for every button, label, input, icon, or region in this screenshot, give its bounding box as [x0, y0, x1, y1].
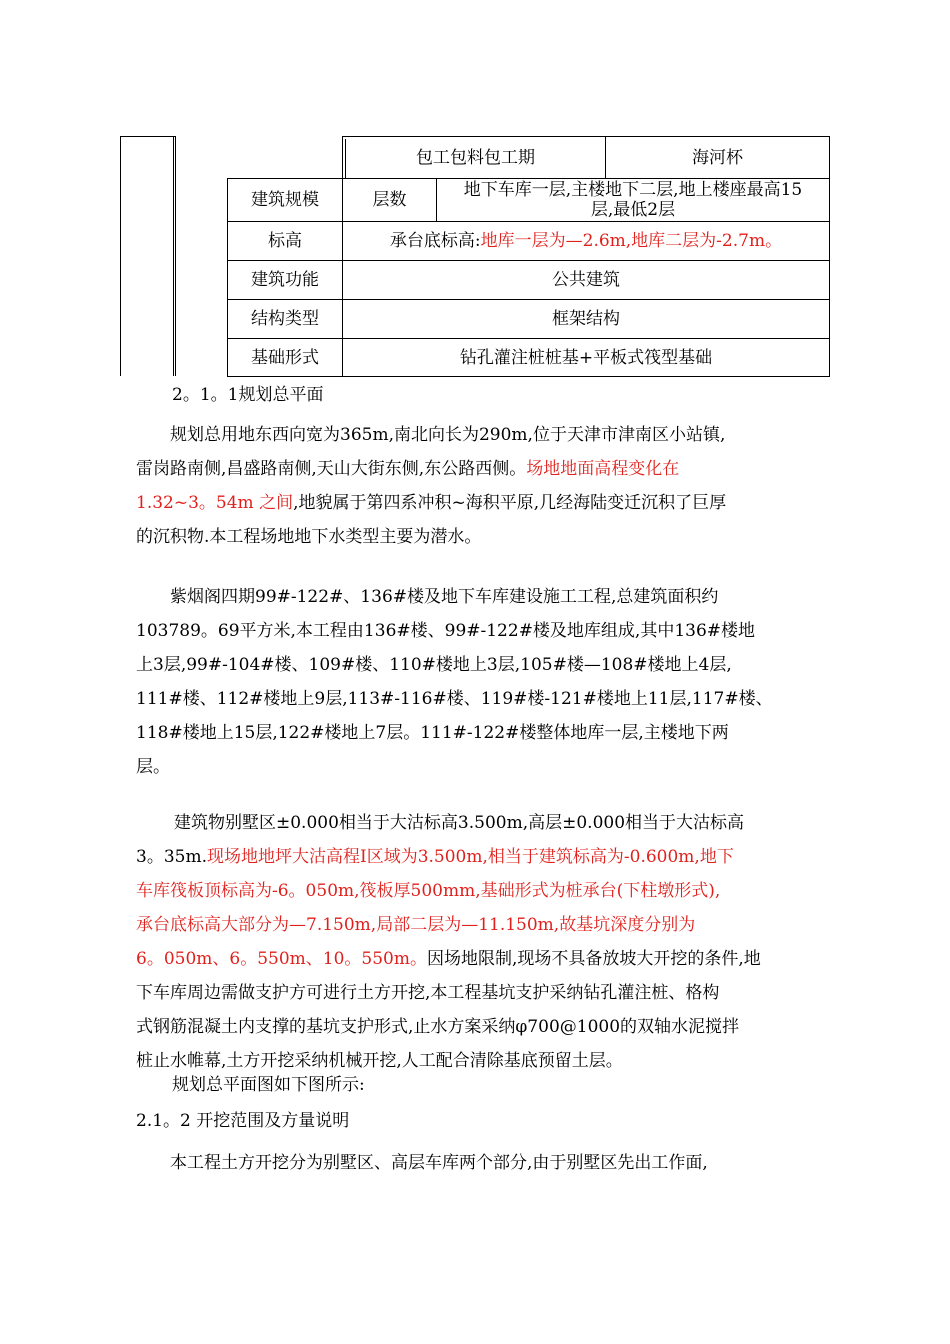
table-border-inner-2: [175, 136, 176, 376]
para2-line1: 紫烟阁四期99#-122#、136#楼及地下车库建设施工工程,总建筑面积约: [170, 587, 719, 607]
table-sub-floors: 层数: [372, 190, 407, 210]
paragraph-excavation: [136, 1146, 826, 1180]
para3-line5: [136, 942, 826, 976]
para3-line4: 承台底标高大部分为—7.150m,局部二层为—11.150m,故基坑深度分别为: [136, 915, 696, 935]
para1-line2: [136, 452, 826, 486]
table-label-scale: 建筑规模: [251, 190, 319, 210]
para1-line2-red: 场地地面高程变化在: [526, 459, 680, 479]
section-heading-212: 2.1。2 开挖范围及方量说明: [136, 1111, 350, 1131]
para3-line6: 下车库周边需做支护方可进行土方开挖,本工程基坑支护采纳钻孔灌注桩、格构: [136, 983, 720, 1003]
para2-line6: 层。: [136, 757, 170, 777]
para1-line3-black: ,地貌属于第四系冲积~海积平原,几经海陆变迁沉积了巨厚: [293, 493, 727, 513]
para3-line2-red: 现场地地坪大沽高程Ⅰ区域为3.500m,相当于建筑标高为-0.600m,地下: [206, 847, 734, 867]
paragraph-elevation-details: [136, 806, 826, 1078]
para3-line1: 建筑物别墅区±0.000相当于大沽标高3.500m,高层±0.000相当于大沽标高: [174, 813, 745, 833]
table-border-bottom: [227, 376, 830, 377]
table-value-floors: [437, 180, 829, 221]
para3-line5-black: 因场地限制,现场不具备放坡大开挖的条件,地: [426, 949, 761, 969]
para2-line3: 上3层,99#-104#楼、109#楼、110#楼地上3层,105#楼—108#楼地上4层,: [136, 655, 732, 675]
paragraph-site-overview: [136, 418, 826, 554]
table-value-floors-line1: 地下车库一层,主楼地下二层,地上楼座最高15: [463, 180, 803, 200]
table-value-foundation: 钻孔灌注桩桩基+平板式筏型基础: [459, 347, 713, 368]
paragraph-project-scope: [136, 580, 826, 784]
para2-line2: 103789。69平方米,本工程由136#楼、99#-122#楼及地库组成,其中136#楼地: [136, 621, 756, 641]
para1-line3: [136, 486, 826, 520]
para3-line8: 桩止水帷幕,土方开挖采纳机械开挖,人工配合清除基底预留土层。: [136, 1051, 623, 1071]
para1-line2-black: 雷岗路南侧,昌盛路南侧,天山大街东侧,东公路西侧。: [136, 459, 527, 479]
para1-line1: 规划总用地东西向宽为365m,南北向长为290m,位于天津市津南区小站镇,: [170, 425, 726, 445]
para3-line5-red: 6。050m、6。550m、10。550m。: [136, 949, 427, 969]
table-label-foundation: 基础形式: [251, 347, 319, 368]
para2-line5: 118#楼地上15层,122#楼地上7层。111#-122#楼整体地库一层,主楼地下两: [136, 723, 729, 743]
table-row0-left: [342, 136, 343, 178]
table-value-floors-line2: 层,最低2层: [590, 200, 676, 220]
table-value-function: 公共建筑: [552, 270, 620, 290]
para3-line2-black: 3。35m.: [136, 847, 207, 867]
table-value-structure: 框架结构: [552, 309, 620, 329]
table-cell-award: 海河杯: [692, 147, 743, 168]
table-value-elevation-red: 地库一层为—2.6m,地库二层为-2.7m。: [480, 231, 783, 251]
table-border-right: [829, 136, 830, 377]
section-heading-211: 2。1。1规划总平面: [172, 385, 324, 405]
table-value-elevation: [343, 222, 829, 260]
para1-line4: 的沉积物.本工程场地地下水类型主要为潜水。: [136, 527, 482, 547]
table-label-structure: 结构类型: [251, 309, 319, 329]
para3-line2: [136, 840, 826, 874]
para3-line3: 车库筏板顶标高为-6。050m,筏板厚500mm,基础形式为桩承台(下柱墩形式),: [136, 881, 721, 901]
para3-line7: 式钢筋混凝土内支撑的基坑支护形式,止水方案采纳φ700@1000的双轴水泥搅拌: [136, 1017, 740, 1037]
table-cell-period: 包工包料包工期: [416, 147, 535, 168]
para1-line3-red: 1.32~3。54m 之间: [136, 493, 294, 513]
para4-line1: 本工程土方开挖分为别墅区、高层车库两个部分,由于别墅区先出工作面,: [170, 1153, 708, 1173]
table-value-elevation-black: 承台底标高:: [389, 231, 481, 251]
table-label-elevation: 标高: [268, 231, 302, 251]
table-border-left: [120, 136, 121, 376]
para2-line4: 111#楼、112#楼地上9层,113#-116#楼、119#楼-121#楼地上11层,117#楼、: [136, 689, 773, 709]
figure-caption: 规划总平面图如下图所示:: [172, 1075, 365, 1095]
table-border-inner-1: [173, 136, 174, 376]
table-label-function: 建筑功能: [251, 270, 319, 290]
table-border-top: [120, 136, 176, 137]
